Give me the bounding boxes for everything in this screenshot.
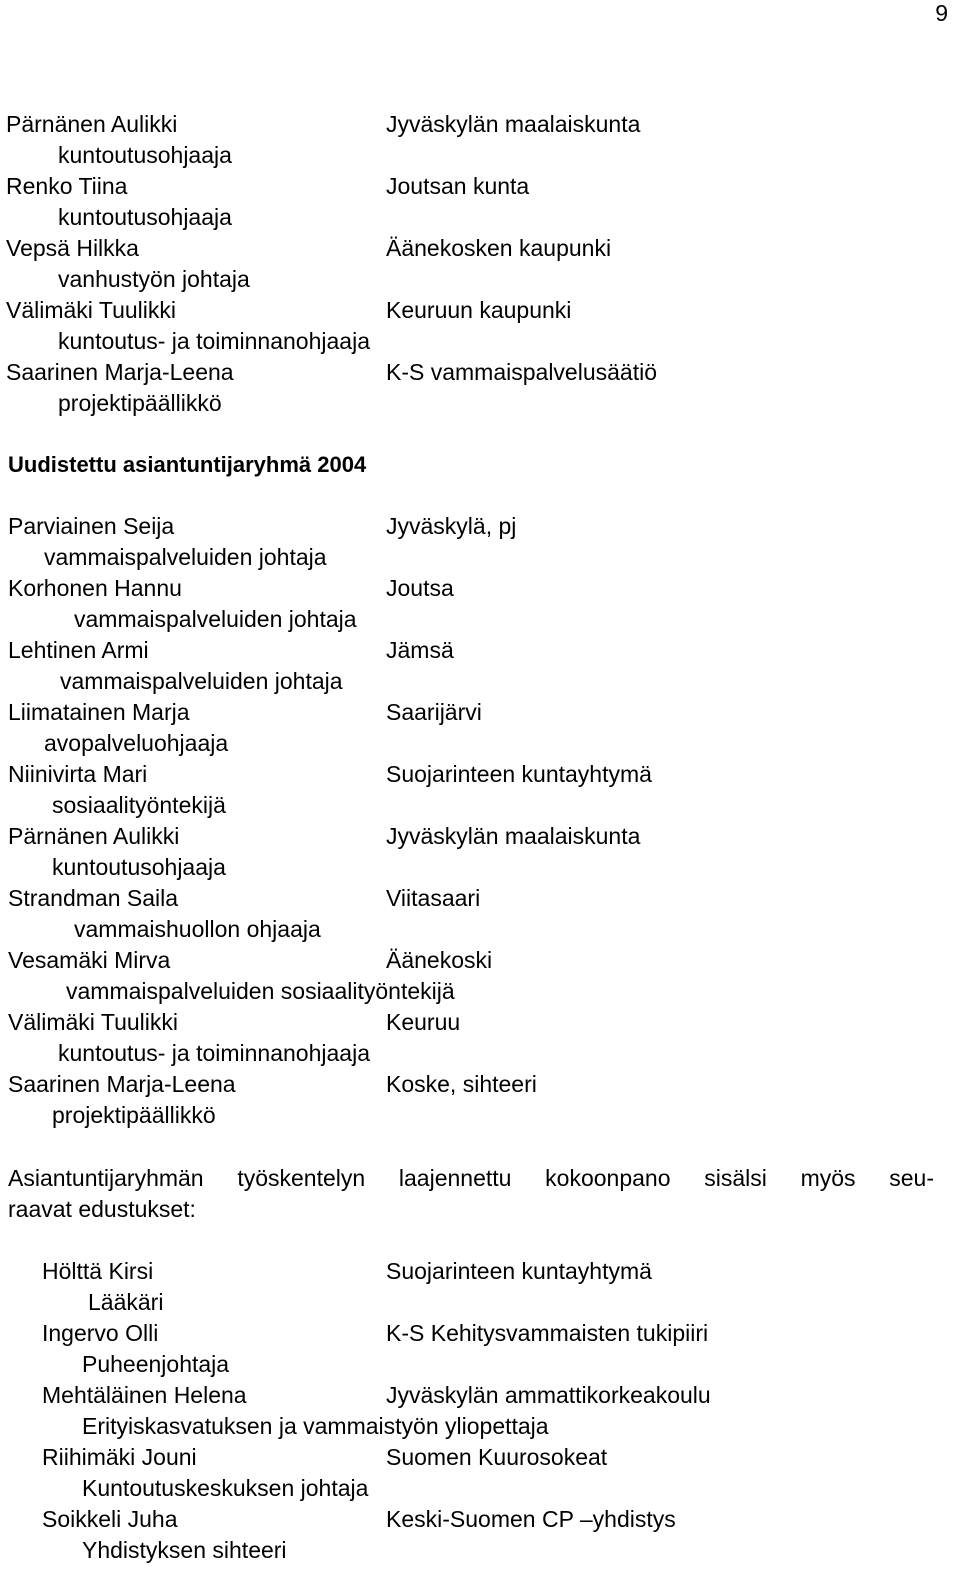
member-org: Jyväskylän maalaiskunta (386, 111, 641, 137)
member-role: kuntoutusohjaaja (58, 142, 232, 168)
member-name: Korhonen Hannu (8, 575, 182, 601)
member-org: K-S Kehitysvammaisten tukipiiri (386, 1320, 709, 1346)
member-role: avopalveluohjaaja (44, 730, 229, 756)
page-number: 9 (935, 0, 948, 26)
member-role: Lääkäri (88, 1289, 164, 1315)
member-role: vammaispalveluiden sosiaalityöntekijä (66, 978, 455, 1004)
member-name: Saarinen Marja-Leena (8, 1071, 236, 1097)
member-org: Jämsä (386, 637, 454, 663)
paragraph-line-2: raavat edustukset: (8, 1196, 196, 1222)
member-name: Välimäki Tuulikki (8, 1009, 178, 1035)
member-org: Keuruun kaupunki (386, 297, 572, 323)
member-org: Keuruu (386, 1009, 461, 1035)
member-name: Niinivirta Mari (8, 761, 148, 787)
member-org: Viitasaari (386, 885, 481, 911)
member-org: Joutsan kunta (386, 173, 530, 199)
member-role: kuntoutus- ja toiminnanohjaaja (58, 328, 370, 354)
member-role: vammaispalveluiden johtaja (44, 544, 327, 570)
member-org: Jyväskylän maalaiskunta (386, 823, 641, 849)
member-role: kuntoutus- ja toiminnanohjaaja (58, 1040, 370, 1066)
member-org: Joutsa (386, 575, 454, 601)
member-role: vammaispalveluiden johtaja (60, 668, 343, 694)
member-name: Vesamäki Mirva (8, 947, 171, 973)
member-name: Lehtinen Armi (8, 637, 149, 663)
member-name: Ingervo Olli (42, 1320, 159, 1346)
member-org: Suojarinteen kuntayhtymä (386, 1258, 652, 1284)
member-name: Vepsä Hilkka (6, 235, 139, 261)
member-role: Yhdistyksen sihteeri (82, 1537, 287, 1563)
member-name: Renko Tiina (6, 173, 128, 199)
section-heading: Uudistettu asiantuntijaryhmä 2004 (8, 452, 367, 477)
member-org: Koske, sihteeri (386, 1071, 537, 1097)
member-role: Puheenjohtaja (82, 1351, 230, 1377)
member-name: Strandman Saila (8, 885, 179, 911)
member-name: Mehtäläinen Helena (42, 1382, 247, 1408)
member-name: Liimatainen Marja (8, 699, 190, 725)
member-name: Riihimäki Jouni (42, 1444, 197, 1470)
member-org: Jyväskylän ammattikorkeakoulu (386, 1382, 711, 1408)
member-role: kuntoutusohjaaja (58, 204, 232, 230)
member-name: Hölttä Kirsi (42, 1258, 154, 1284)
member-name: Välimäki Tuulikki (6, 297, 176, 323)
member-role: projektipäällikkö (52, 1102, 216, 1128)
member-name: Pärnänen Aulikki (8, 823, 180, 849)
member-org: Keski-Suomen CP –yhdistys (386, 1506, 676, 1532)
member-org: Äänekosken kaupunki (386, 235, 612, 261)
member-org: Suomen Kuurosokeat (386, 1444, 608, 1470)
member-org: Saarijärvi (386, 699, 482, 725)
paragraph-line-1 (8, 1164, 934, 1192)
member-org: Jyväskylä, pj (386, 513, 517, 539)
member-role: Erityiskasvatuksen ja vammaistyön yliopettaja (82, 1413, 549, 1439)
member-role: Kuntoutuskeskuksen johtaja (82, 1475, 369, 1501)
paragraph-line-1-text: Asiantuntijaryhmän työskentelyn laajennettu kokoonpano sisälsi myös seu- (8, 1165, 934, 1191)
member-org: Äänekoski (386, 947, 493, 973)
member-name: Parviainen Seija (8, 513, 175, 539)
member-org: K-S vammaispalvelusäätiö (386, 359, 658, 385)
member-role: vanhustyön johtaja (58, 266, 250, 292)
member-role: vammaishuollon ohjaaja (74, 916, 321, 942)
member-role: kuntoutusohjaaja (52, 854, 226, 880)
member-name: Soikkeli Juha (42, 1506, 178, 1532)
member-role: projektipäällikkö (58, 390, 222, 416)
member-role: sosiaalityöntekijä (52, 792, 226, 818)
member-name: Pärnänen Aulikki (6, 111, 178, 137)
member-org: Suojarinteen kuntayhtymä (386, 761, 652, 787)
member-name: Saarinen Marja-Leena (6, 359, 234, 385)
member-role: vammaispalveluiden johtaja (74, 606, 357, 632)
